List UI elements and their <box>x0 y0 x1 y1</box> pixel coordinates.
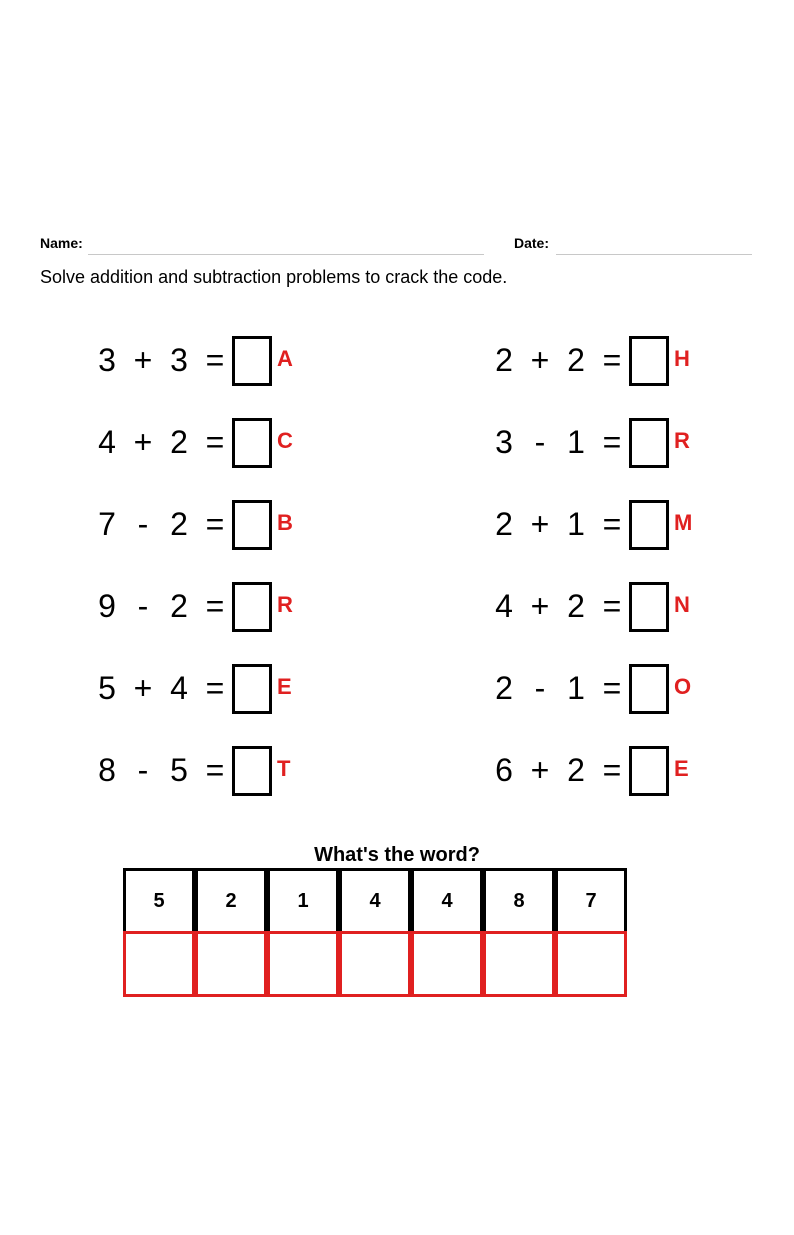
operator: - <box>137 752 149 788</box>
code-letter: R <box>674 428 690 453</box>
equals-sign: = <box>602 342 622 378</box>
operand-b: 1 <box>567 424 585 460</box>
answer-box[interactable] <box>629 418 669 468</box>
code-letter: T <box>277 756 291 781</box>
code-letter: E <box>277 674 292 699</box>
code-letter: H <box>674 346 690 371</box>
code-letter: R <box>277 592 293 617</box>
problem-item <box>494 334 754 386</box>
name-label: Name: <box>40 235 83 251</box>
letter-slot[interactable] <box>339 931 411 997</box>
operand-a: 4 <box>98 424 116 460</box>
answer-box[interactable] <box>629 336 669 386</box>
operator: + <box>133 424 153 460</box>
code-letter: A <box>277 346 293 371</box>
equals-sign: = <box>602 588 622 624</box>
answer-box[interactable] <box>232 500 272 550</box>
code-number: 1 <box>267 868 339 934</box>
equals-sign: = <box>602 424 622 460</box>
operator: + <box>133 342 153 378</box>
code-grid <box>123 868 633 998</box>
code-number: 5 <box>123 868 195 934</box>
problem-item <box>494 498 754 550</box>
code-letter: E <box>674 756 689 781</box>
operator: - <box>137 506 149 542</box>
operand-b: 2 <box>567 342 585 378</box>
answer-box[interactable] <box>629 582 669 632</box>
code-number: 4 <box>339 868 411 934</box>
code-letter: N <box>674 592 690 617</box>
problem-item <box>97 744 357 796</box>
operand-a: 4 <box>495 588 513 624</box>
date-label: Date: <box>514 235 550 251</box>
operand-a: 7 <box>98 506 116 542</box>
operand-b: 2 <box>170 424 188 460</box>
problem-item <box>97 662 357 714</box>
letter-slot[interactable] <box>483 931 555 997</box>
operand-b: 2 <box>567 752 585 788</box>
equals-sign: = <box>602 752 622 788</box>
letter-slot[interactable] <box>555 931 627 997</box>
answer-box[interactable] <box>232 746 272 796</box>
operator: + <box>133 670 153 706</box>
operand-a: 5 <box>98 670 116 706</box>
problem-item <box>494 662 754 714</box>
answer-box[interactable] <box>629 664 669 714</box>
answer-box[interactable] <box>232 336 272 386</box>
problem-item <box>97 498 357 550</box>
problem-item <box>97 580 357 632</box>
letter-slot[interactable] <box>411 931 483 997</box>
problem-item <box>97 416 357 468</box>
code-letter: M <box>674 510 693 535</box>
code-number: 2 <box>195 868 267 934</box>
operator: - <box>534 424 546 460</box>
operand-b: 4 <box>170 670 188 706</box>
code-letter: O <box>674 674 692 699</box>
operand-b: 1 <box>567 670 585 706</box>
operand-b: 3 <box>170 342 188 378</box>
operand-a: 2 <box>495 670 513 706</box>
answer-box[interactable] <box>232 582 272 632</box>
operand-a: 6 <box>495 752 513 788</box>
answer-box[interactable] <box>232 664 272 714</box>
instructions-text: Solve addition and subtraction problems to crack the code. <box>40 267 508 287</box>
answer-box[interactable] <box>629 500 669 550</box>
equals-sign: = <box>205 424 225 460</box>
operator: + <box>530 752 550 788</box>
problem-item <box>97 334 357 386</box>
equals-sign: = <box>205 670 225 706</box>
answer-box[interactable] <box>232 418 272 468</box>
operator: - <box>137 588 149 624</box>
code-number: 4 <box>411 868 483 934</box>
equals-sign: = <box>205 342 225 378</box>
letter-slot[interactable] <box>195 931 267 997</box>
code-number: 8 <box>483 868 555 934</box>
operand-b: 2 <box>170 506 188 542</box>
equals-sign: = <box>602 506 622 542</box>
problem-item <box>494 744 754 796</box>
operand-a: 2 <box>495 342 513 378</box>
operator: + <box>530 506 550 542</box>
code-letter: B <box>277 510 293 535</box>
operand-a: 9 <box>98 588 116 624</box>
operand-b: 1 <box>567 506 585 542</box>
operator: + <box>530 342 550 378</box>
operator: - <box>534 670 546 706</box>
operand-b: 5 <box>170 752 188 788</box>
answer-box[interactable] <box>629 746 669 796</box>
equals-sign: = <box>205 588 225 624</box>
operand-a: 3 <box>495 424 513 460</box>
equals-sign: = <box>205 752 225 788</box>
code-number: 7 <box>555 868 627 934</box>
operand-a: 3 <box>98 342 116 378</box>
letter-slot[interactable] <box>267 931 339 997</box>
equals-sign: = <box>205 506 225 542</box>
operator: + <box>530 588 550 624</box>
letter-slot[interactable] <box>123 931 195 997</box>
problem-item <box>494 580 754 632</box>
operand-b: 2 <box>567 588 585 624</box>
operand-a: 8 <box>98 752 116 788</box>
operand-a: 2 <box>495 506 513 542</box>
problem-item <box>494 416 754 468</box>
equals-sign: = <box>602 670 622 706</box>
operand-b: 2 <box>170 588 188 624</box>
word-title: What's the word? <box>314 844 480 866</box>
code-letter: C <box>277 428 293 453</box>
